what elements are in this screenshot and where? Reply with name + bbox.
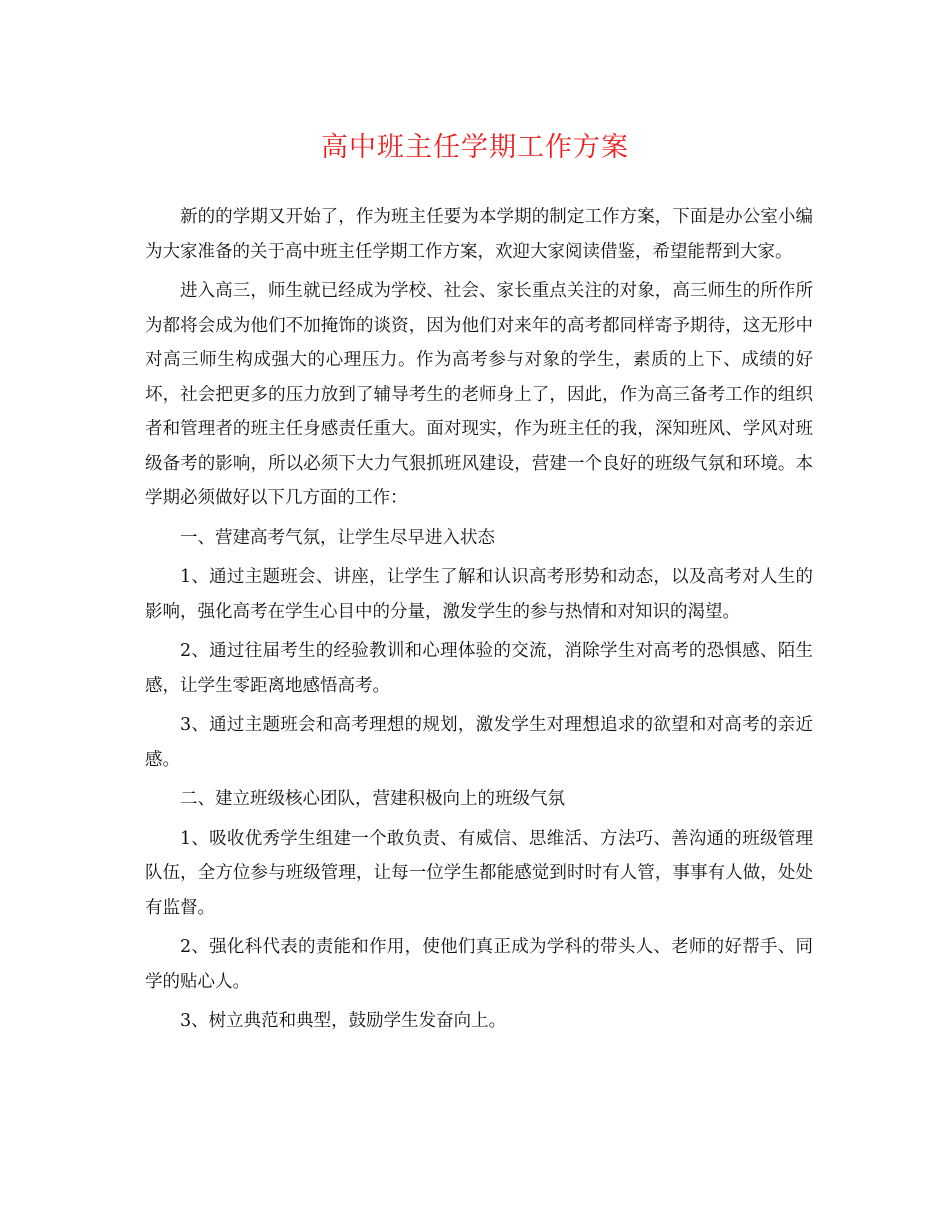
section-2-item-1: 1、吸收优秀学生组建一个敢负责、有威信、思维活、方法巧、善沟通的班级管理队伍，全方位参与班级管理，让每一位学生都能感觉到时时有人管，事事有人做，处处有监督。 [145, 828, 813, 918]
document-body [145, 200, 813, 1044]
section-1-item-3: 3、通过主题班会和高考理想的规划，激发学生对理想追求的欲望和对高考的亲近感。 [145, 715, 813, 770]
section-2-item-2: 2、强化科代表的责能和作用，使他们真正成为学科的带头人、老师的好帮手、同学的贴心人。 [145, 937, 813, 992]
section-1-item-1: 1、通过主题班会、讲座，让学生了解和认识高考形势和动态，以及高考对人生的影响，强化高考在学生心目中的分量，激发学生的参与热情和对知识的渴望。 [145, 567, 813, 622]
section-2-item-3: 3、树立典范和典型，鼓励学生发奋向上。 [180, 1011, 507, 1031]
intro-paragraph: 新的的学期又开始了，作为班主任要为本学期的制定工作方案，下面是办公室小编为大家准备的关于高中班主任学期工作方案，欢迎大家阅读借鉴，希望能帮到大家。 [145, 207, 813, 262]
background-paragraph: 进入高三，师生就已经成为学校、社会、家长重点关注的对象，高三师生的所作所为都将会成为他们不加掩饰的谈资，因为他们对来年的高考都同样寄予期待，这无形中对高三师生构成强大的心理压力。作为高考参与对象的学生，素质的上下、成绩的好坏，社会把更多的压力放到了辅导考生的老师身上了，因此，作为高三备考工作的组织者和管理者的班主任身感责任重大。面对现实，作为班主任的我，深知班风、学风对班级备考的影响，所以必须下大力气狠抓班风建设，营建一个良好的班级气氛和环境。本学期必须做好以下几方面的工作： [145, 281, 813, 508]
section-1-item-2: 2、通过往届考生的经验教训和心理体验的交流，消除学生对高考的恐惧感、陌生感，让学生零距离地感悟高考。 [145, 641, 813, 696]
section-heading-2: 二、建立班级核心团队，营建积极向上的班级气氛 [180, 789, 565, 809]
document-title: 高中班主任学期工作方案 [321, 132, 629, 163]
section-heading-1: 一、营建高考气氛，让学生尽早进入状态 [180, 527, 495, 548]
